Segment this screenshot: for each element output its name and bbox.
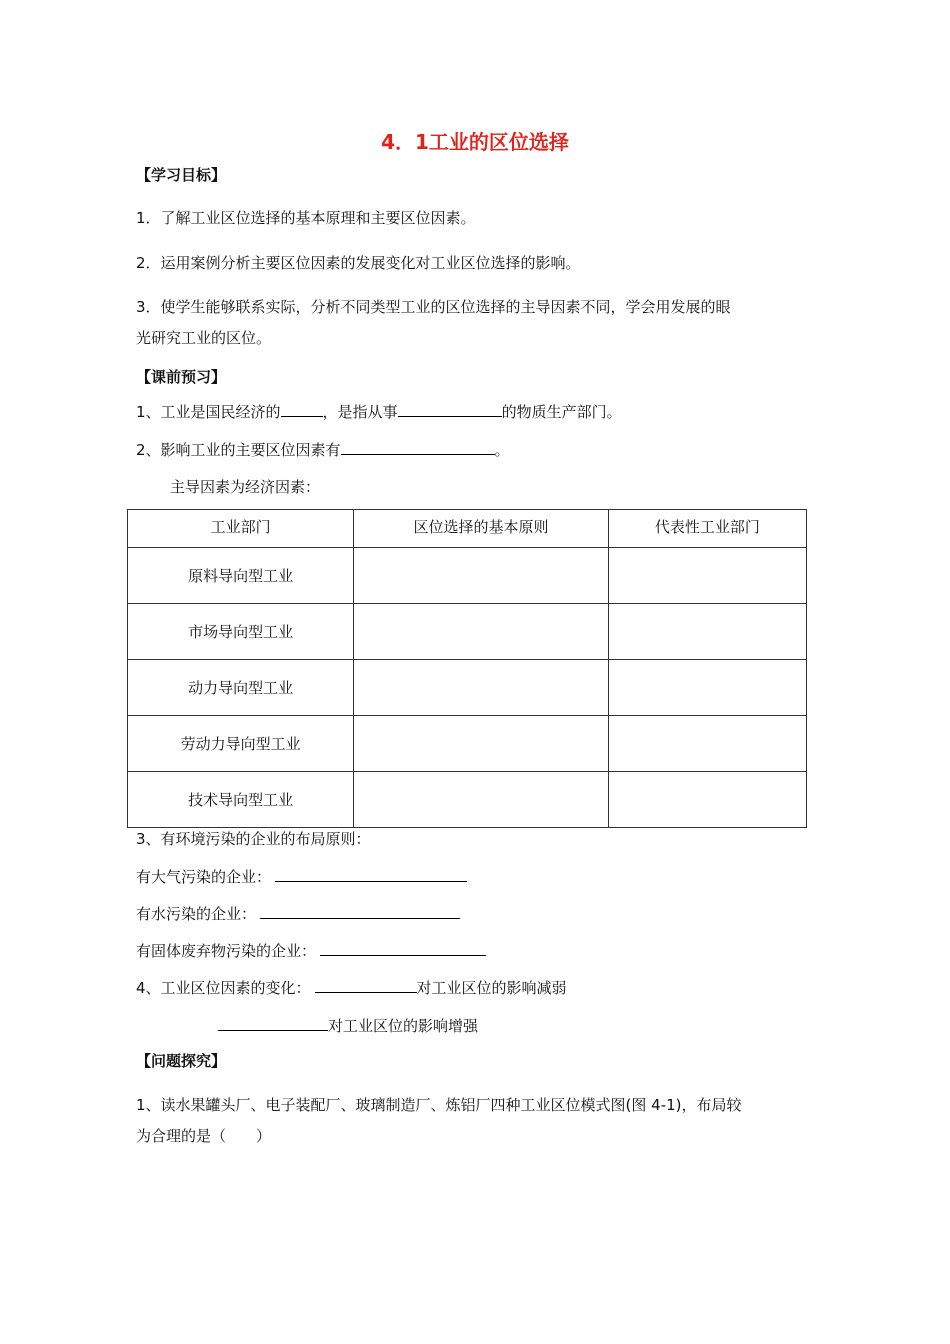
industry-type-cell: 市场导向型工业	[128, 604, 354, 660]
industry-type-cell: 技术导向型工业	[128, 772, 354, 828]
water-pollution-line	[136, 902, 460, 924]
answer-blank[interactable]	[218, 1014, 328, 1031]
solid-waste-label: 有固体废弃物污染的企业：	[136, 942, 317, 960]
inquiry-question-1-continued: 为合理的是（ ）	[136, 1127, 272, 1145]
section-heading-objectives: 【学习目标】	[136, 166, 227, 184]
answer-cell[interactable]	[354, 772, 608, 828]
answer-cell[interactable]	[354, 660, 608, 716]
q4-stronger-text: 对工业区位的影响增强	[328, 1017, 479, 1035]
q1-text-b: ，是指从事	[322, 403, 398, 421]
industry-type-cell: 原料导向型工业	[128, 548, 354, 604]
inquiry-question-1: 1、读水果罐头厂、电子装配厂、玻璃制造厂、炼铝厂四种工业区位模式图(图 4-1)，布局较	[136, 1096, 742, 1114]
preview-question-2	[136, 438, 510, 460]
table-intro: 主导因素为经济因素：	[170, 478, 321, 496]
q4-label: 4、工业区位因素的变化：	[136, 979, 311, 997]
table-header-cell: 工业部门	[128, 510, 354, 548]
answer-cell[interactable]	[608, 772, 806, 828]
answer-cell[interactable]	[608, 660, 806, 716]
preview-question-3: 3、有环境污染的企业的布局原则：	[136, 830, 371, 848]
table-header-row	[128, 510, 807, 548]
q4-weaker-text: 对工业区位的影响减弱	[416, 979, 567, 997]
answer-blank[interactable]	[320, 939, 486, 956]
objective-3-continued: 光研究工业的区位。	[136, 329, 272, 347]
q1-text-c: 的物质生产部门。	[501, 403, 622, 421]
section-heading-preview: 【课前预习】	[136, 368, 227, 386]
answer-cell[interactable]	[354, 716, 608, 772]
answer-blank[interactable]	[281, 400, 323, 417]
answer-cell[interactable]	[608, 604, 806, 660]
page-title: 4．1工业的区位选择	[381, 130, 569, 154]
objective-3: 3．使学生能够联系实际，分析不同类型工业的区位选择的主导因素不同，学会用发展的眼	[136, 298, 731, 316]
preview-question-1	[136, 400, 622, 422]
answer-cell[interactable]	[354, 604, 608, 660]
answer-blank[interactable]	[315, 976, 417, 993]
preview-question-4-continued	[218, 1014, 478, 1036]
solid-waste-line	[136, 939, 486, 961]
answer-blank[interactable]	[398, 400, 502, 417]
table-row	[128, 548, 807, 604]
q2-text-b: 。	[494, 441, 510, 459]
answer-cell[interactable]	[608, 548, 806, 604]
table-row	[128, 660, 807, 716]
table-row	[128, 772, 807, 828]
water-pollution-label: 有水污染的企业：	[136, 905, 257, 923]
section-heading-inquiry: 【问题探究】	[136, 1052, 227, 1070]
table-header-cell: 代表性工业部门	[608, 510, 806, 548]
objective-2: 2．运用案例分析主要区位因素的发展变化对工业区位选择的影响。	[136, 254, 581, 272]
table-header-cell: 区位选择的基本原则	[354, 510, 608, 548]
table-row	[128, 716, 807, 772]
air-pollution-line	[136, 865, 467, 887]
answer-blank[interactable]	[341, 438, 495, 455]
industry-type-cell: 劳动力导向型工业	[128, 716, 354, 772]
objective-1: 1．了解工业区位选择的基本原理和主要区位因素。	[136, 209, 476, 227]
answer-blank[interactable]	[260, 902, 460, 919]
answer-cell[interactable]	[354, 548, 608, 604]
table-row	[128, 604, 807, 660]
q2-text-a: 2、影响工业的主要区位因素有	[136, 441, 341, 459]
preview-question-4	[136, 976, 567, 998]
answer-cell[interactable]	[608, 716, 806, 772]
q1-text-a: 1、工业是国民经济的	[136, 403, 281, 421]
answer-blank[interactable]	[275, 865, 467, 882]
industry-type-cell: 动力导向型工业	[128, 660, 354, 716]
air-pollution-label: 有大气污染的企业：	[136, 868, 272, 886]
location-factor-table	[127, 509, 807, 828]
